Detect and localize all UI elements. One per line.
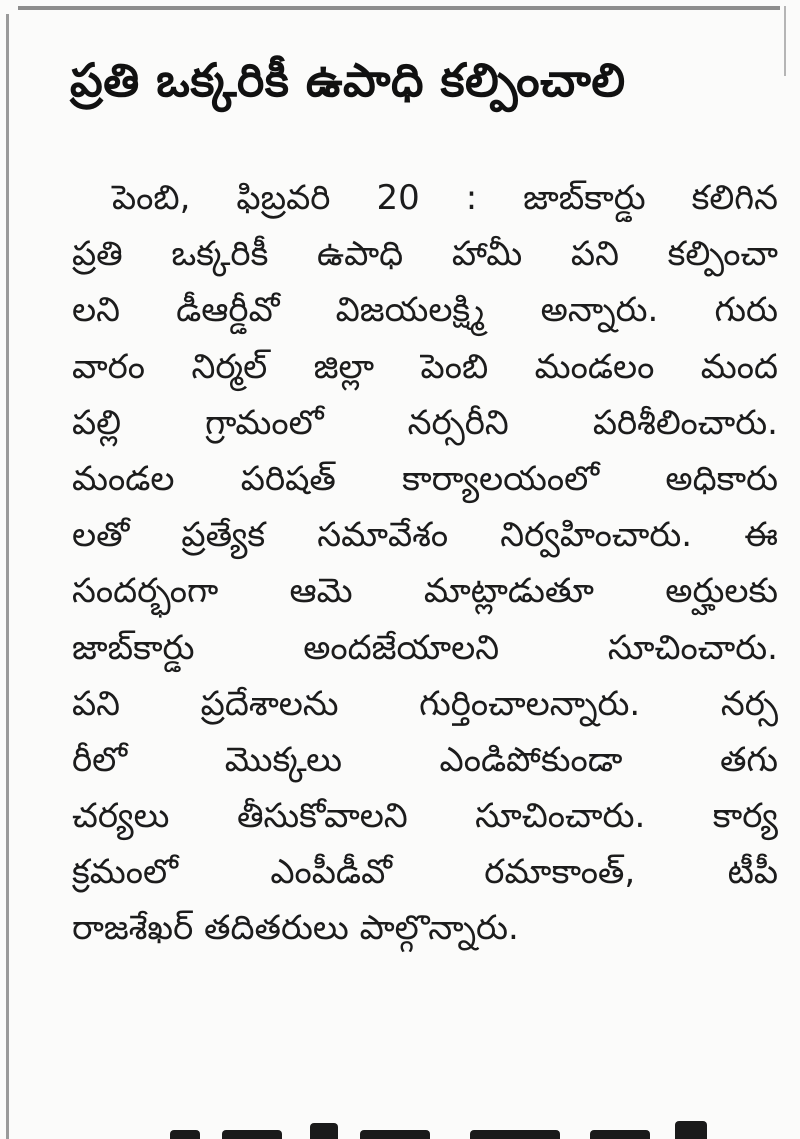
article-line: పల్లి గ్రామంలో నర్సరీని పరిశీలించారు.: [72, 402, 778, 443]
article-line: రాజశేఖర్ తదితరులు పాల్గొన్నారు.: [72, 908, 519, 949]
article-line: మండల పరిషత్ కార్యాలయంలో అధికారు: [72, 458, 778, 499]
article-line: చర్యలు తీసుకోవాలని సూచించారు. కార్య: [72, 796, 778, 837]
article-line: క్రమంలో ఎంపీడీవో రమాకాంత్, టీపీ: [72, 852, 778, 893]
article-line: రీలో మొక్కలు ఎండిపోకుండా తగు: [72, 739, 778, 780]
article-line: జాబ్‌కార్డు అందజేయాలని సూచించారు.: [72, 627, 778, 668]
article-line: వారం నిర్మల్ జిల్లా పెంబి మండలం మంద: [72, 346, 778, 387]
top-divider: [18, 6, 780, 10]
column-divider: [6, 14, 9, 1139]
article-headline: ప్రతి ఒక్కరికీ ఉపాధి కల్పించాలి: [70, 53, 626, 107]
article-line: లతో ప్రత్యేక సమావేశం నిర్వహించారు. ఈ: [72, 515, 778, 556]
article-line: పెంబి, ఫిబ్రవరి 20 : జాబ్‌కార్డు కలిగిన: [112, 178, 778, 218]
article-body: [72, 170, 778, 957]
article-line: లని డీఆర్డీవో విజయలక్ష్మి అన్నారు. గురు: [72, 290, 778, 331]
article-line: ప్రతి ఒక్కరికీ ఉపాధి హామీ పని కల్పించా: [72, 234, 778, 275]
corner-divider: [784, 6, 786, 76]
next-headline-fragment: [170, 1118, 730, 1139]
article-line: పని ప్రదేశాలను గుర్తించాలన్నారు. నర్స: [72, 683, 778, 724]
article-line: సందర్భంగా ఆమె మాట్లాడుతూ అర్హులకు: [72, 571, 778, 612]
